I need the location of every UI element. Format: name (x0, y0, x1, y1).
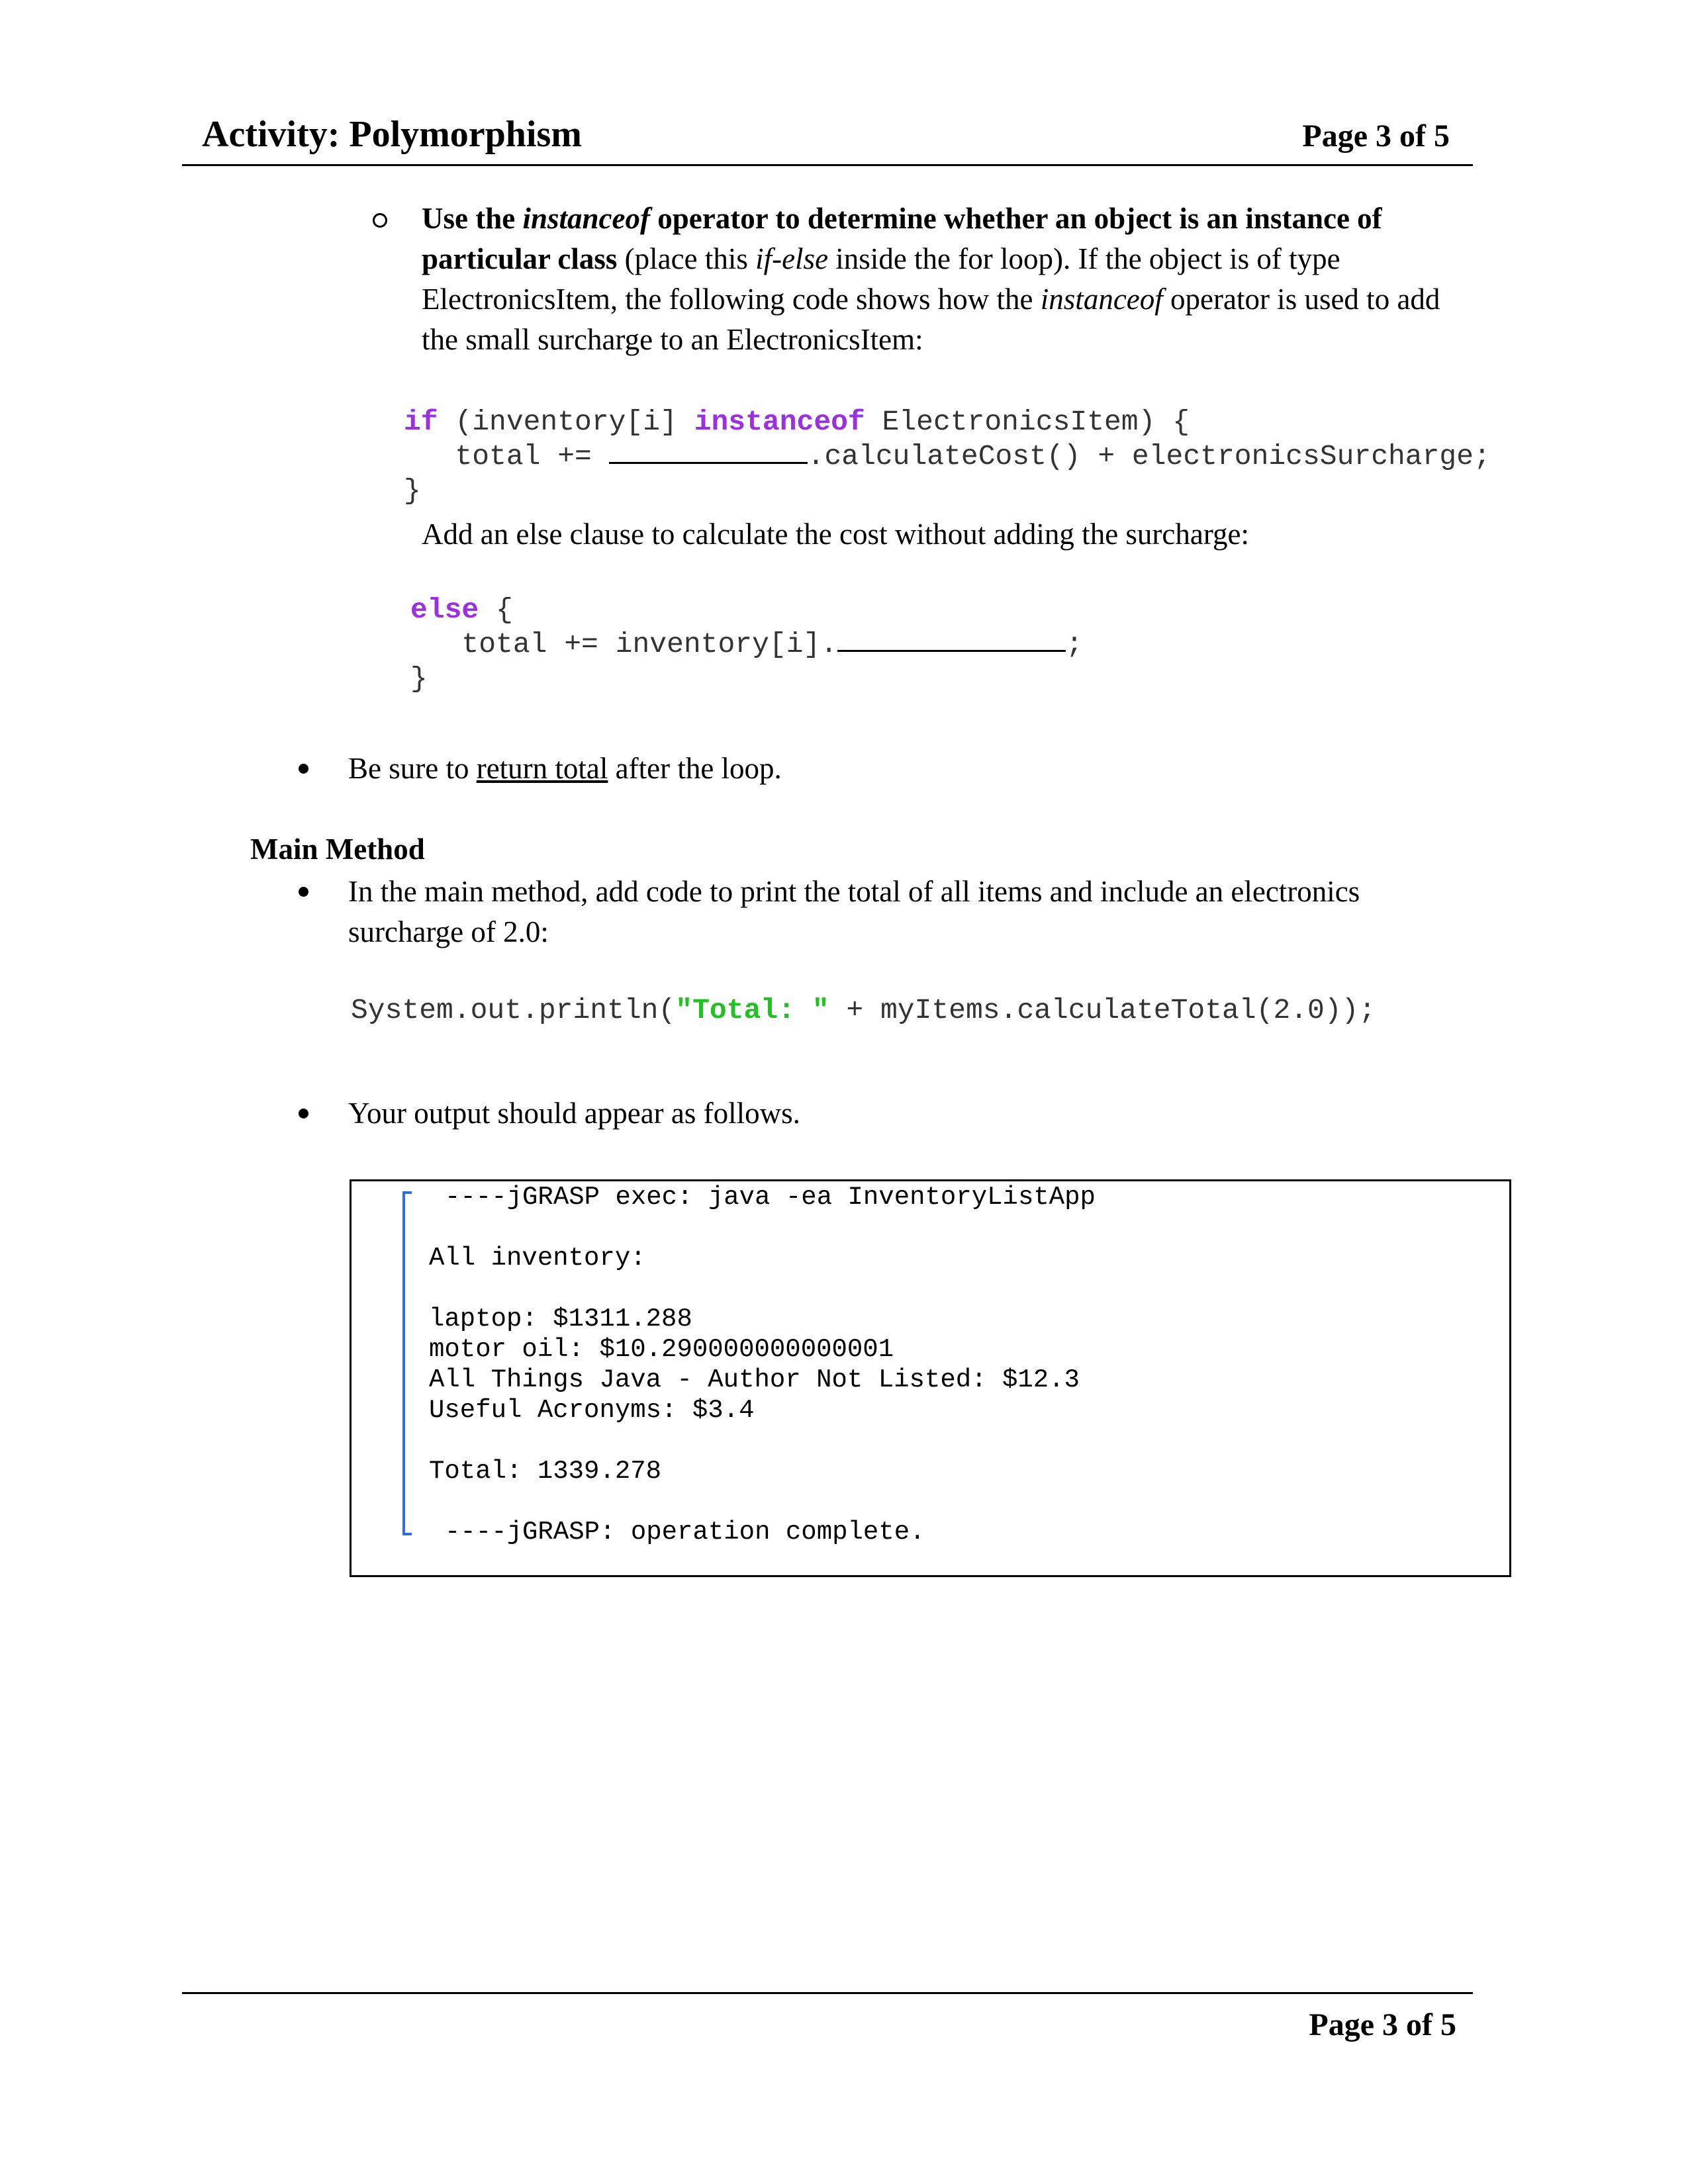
string-literal: "Total: " (675, 994, 829, 1026)
keyword-else: else (410, 594, 479, 626)
instanceof-paragraph (422, 199, 1481, 360)
text-line: the small surcharge to an ElectronicsItem: (422, 323, 923, 356)
console-line: Useful Acronyms: $3.4 (429, 1396, 755, 1425)
text-run: after the loop. (608, 752, 782, 785)
code-block-if (404, 405, 1491, 508)
fill-in-blank (609, 461, 808, 464)
text-run-italic: instanceof (522, 202, 650, 235)
text-run: (place this (617, 242, 756, 275)
text-line: surcharge of 2.0: (348, 915, 549, 948)
code-run: System.out.println( (351, 994, 676, 1026)
text-run: ElectronicsItem, the following code shows how the (422, 283, 1041, 316)
else-instruction: Add an else clause to calculate the cost without adding the surcharge: (422, 518, 1250, 551)
keyword-if: if (404, 406, 438, 438)
footer-rule (182, 1992, 1473, 1994)
text-run: operator to determine whether an object is an instance of (649, 202, 1382, 235)
keyword-instanceof: instanceof (694, 406, 865, 438)
console-line: laptop: $1311.288 (429, 1304, 692, 1334)
text-line: In the main method, add code to print the total of all items and include an electronics (348, 875, 1360, 908)
output-intro: Your output should appear as follows. (348, 1097, 800, 1130)
code-run: } (410, 662, 428, 695)
code-run: (inventory[i] (438, 406, 694, 438)
code-println (351, 993, 1376, 1028)
text-run-underlined: return total (476, 752, 608, 785)
main-method-paragraph (348, 872, 1360, 952)
code-run: { (479, 594, 513, 626)
header-rule (182, 164, 1473, 166)
text-run: Be sure to (348, 752, 477, 785)
text-run-bold: particular class (422, 242, 618, 275)
bullet-icon (299, 887, 308, 897)
footer-page-number: Page 3 of 5 (1309, 2007, 1456, 2042)
code-run: total += inventory[i]. (410, 628, 838, 660)
text-run: inside the for loop). If the object is of type (828, 242, 1340, 275)
text-run-italic: instanceof (1040, 283, 1163, 316)
bullet-icon (299, 764, 308, 774)
header-page-number: Page 3 of 5 (1302, 118, 1450, 154)
code-run: + myItems.calculateTotal(2.0)); (829, 994, 1376, 1026)
console-line-total: Total: 1339.278 (429, 1457, 662, 1486)
console-line: All Things Java - Author Not Listed: $12.3 (429, 1365, 1080, 1394)
sub-bullet-circle-icon (373, 213, 387, 228)
console-bracket (402, 1191, 412, 1535)
console-line: All inventory: (429, 1244, 646, 1273)
fill-in-blank (837, 649, 1066, 652)
text-run: operator is used to add (1162, 283, 1440, 316)
text-run: Use the (422, 202, 523, 235)
text-run-italic: if-else (755, 242, 829, 275)
code-run: ElectronicsItem) { (865, 406, 1190, 438)
code-run: total += (404, 440, 609, 473)
console-line-exec: ----jGRASP exec: java -ea InventoryListApp (445, 1183, 1096, 1212)
console-line-complete: ----jGRASP: operation complete. (445, 1518, 925, 1547)
section-heading-main-method: Main Method (250, 833, 425, 866)
return-total-paragraph (348, 749, 782, 789)
code-run: ; (1066, 628, 1083, 660)
code-block-else (410, 593, 1083, 696)
console-line: motor oil: $10.290000000000001 (429, 1335, 894, 1364)
code-run: } (404, 475, 421, 507)
page-title: Activity: Polymorphism (202, 114, 582, 155)
bullet-icon (299, 1109, 308, 1118)
code-run: .calculateCost() + electronicsSurcharge; (807, 440, 1491, 473)
